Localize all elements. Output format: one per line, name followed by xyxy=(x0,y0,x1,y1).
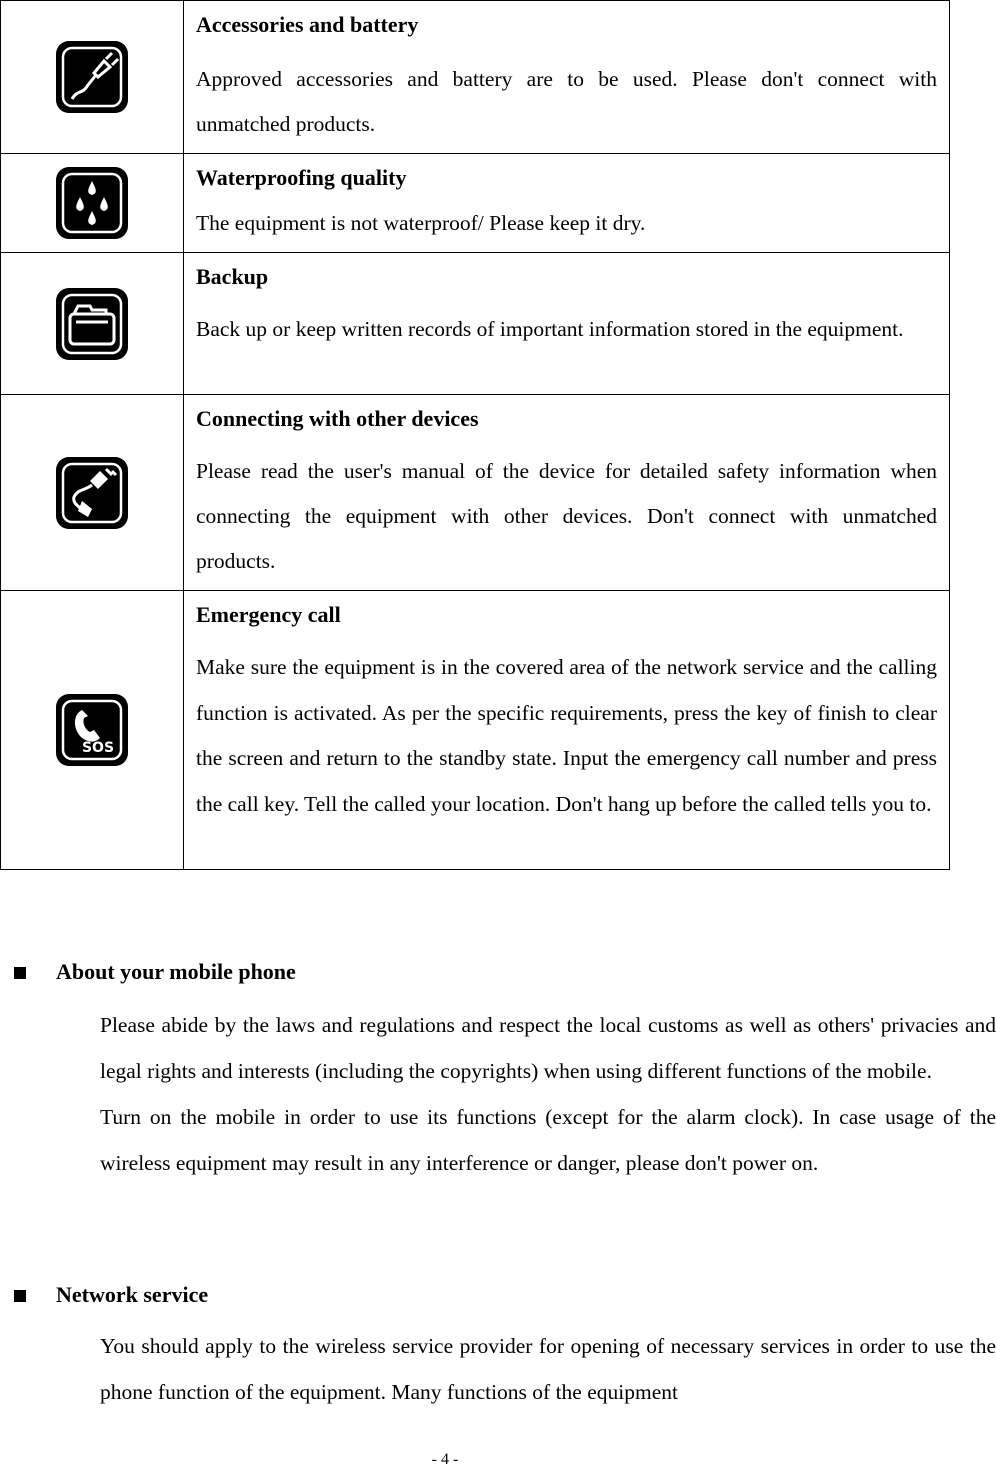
row-title: Connecting with other devices xyxy=(196,406,479,431)
connect-plugs-icon xyxy=(56,457,128,529)
bullet-square-icon xyxy=(14,967,26,979)
icon-cell xyxy=(1,1,184,154)
paragraph: You should apply to the wireless service provider for opening of necessary services in order to use the phone function of the equipment. Many functions of the equipment xyxy=(100,1334,996,1404)
text-cell xyxy=(184,395,950,591)
icon-cell xyxy=(1,253,184,395)
row-title: Waterproofing quality xyxy=(196,165,407,190)
safety-row xyxy=(1,253,950,395)
svg-text:SOS: SOS xyxy=(81,740,115,756)
icon-cell xyxy=(1,154,184,253)
backup-folder-icon xyxy=(56,288,128,360)
text-cell xyxy=(184,154,950,253)
water-drops-icon xyxy=(56,167,128,239)
row-title: Accessories and battery xyxy=(196,12,419,37)
bullet-square-icon xyxy=(14,1290,26,1302)
text-cell xyxy=(184,591,950,870)
page-number: - 4 - xyxy=(431,1451,459,1468)
row-body: Approved accessories and battery are to be used. Please don't connect with unmatched products. xyxy=(196,67,937,136)
row-body: Make sure the equipment is in the covered area of the network service and the calling function is activated. As per the specific requirements, press the key of finish to clear the screen and return to the standby state. Input the emergency call number and press the call key. Tell the called your location. Don't hang up before the called tells you to. xyxy=(196,655,937,816)
section-heading-text: About your mobile phone xyxy=(56,959,296,984)
row-title: Backup xyxy=(196,264,269,289)
safety-row xyxy=(1,395,950,591)
text-cell xyxy=(184,253,950,395)
row-title: Emergency call xyxy=(196,602,341,627)
section-network-service xyxy=(0,1275,996,1415)
safety-row xyxy=(1,154,950,253)
icon-cell xyxy=(1,591,184,870)
paragraph: Turn on the mobile in order to use its functions (except for the alarm clock). In case usage of the wireless equipment may result in any interference or danger, please don't power on. xyxy=(100,1105,996,1175)
paragraph: Please abide by the laws and regulations and respect the local customs as well as others' privacies and legal rights and interests (including the copyrights) when using different functions of the mobile. xyxy=(100,1013,996,1083)
section-heading xyxy=(0,952,996,992)
safety-row xyxy=(1,1,950,154)
section-about-phone xyxy=(0,952,996,1186)
row-body: Back up or keep written records of important information stored in the equipment. xyxy=(196,317,904,341)
icon-cell xyxy=(1,395,184,591)
plug-cable-icon xyxy=(56,41,128,113)
section-heading-text: Network service xyxy=(56,1282,209,1307)
sos-phone-icon xyxy=(56,694,128,766)
safety-row xyxy=(1,591,950,870)
row-body: Please read the user's manual of the device for detailed safety information when connecting the equipment with other devices. Don't connect with unmatched products. xyxy=(196,459,937,573)
text-cell xyxy=(184,1,950,154)
section-heading xyxy=(0,1275,996,1315)
row-body: The equipment is not waterproof/ Please keep it dry. xyxy=(196,211,646,235)
